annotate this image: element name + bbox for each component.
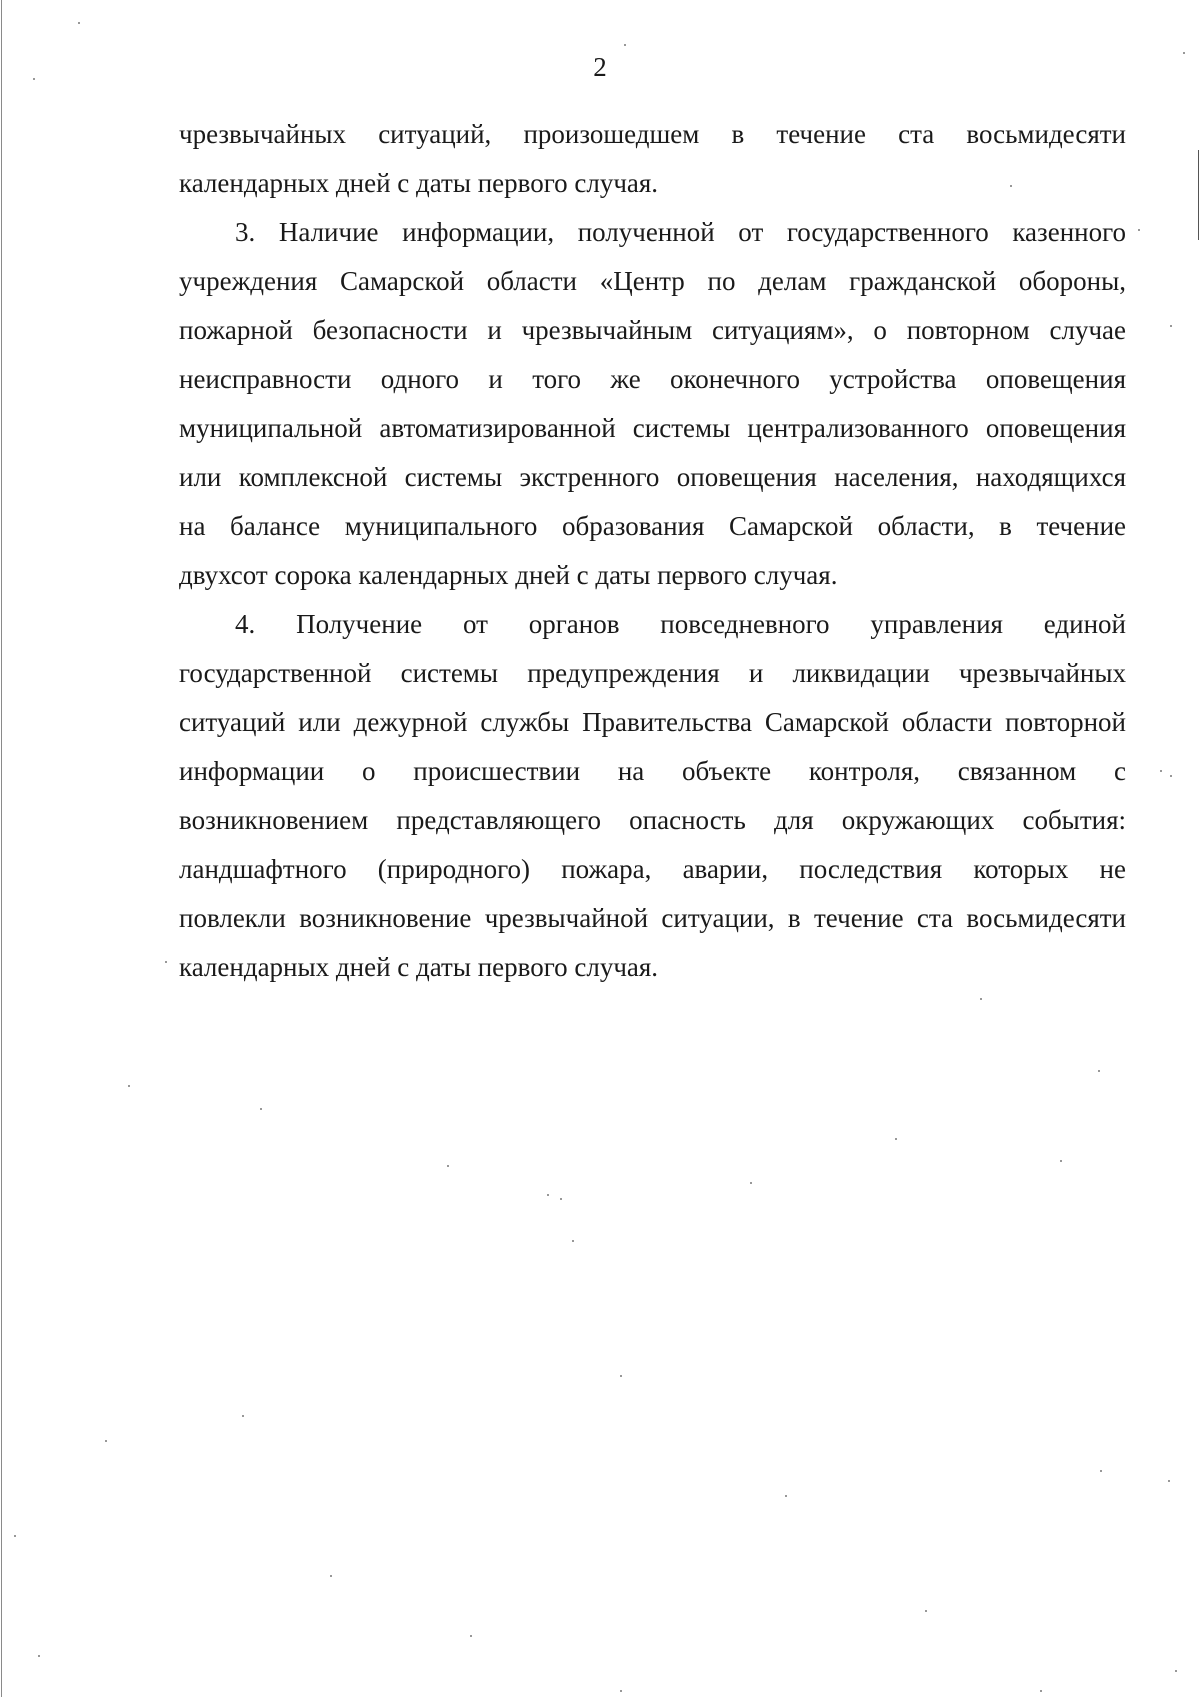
text-line: информации о происшествии на объекте контроля, связанном с xyxy=(179,756,1126,786)
text-line: пожарной безопасности и чрезвычайным ситуациям», о повторном случае xyxy=(179,315,1126,345)
scan-speck xyxy=(980,998,982,1000)
scan-speck xyxy=(1010,185,1012,187)
scan-speck xyxy=(165,961,167,963)
scan-speck xyxy=(1100,1470,1102,1472)
scan-speck xyxy=(1098,1070,1100,1072)
text-line: чрезвычайных ситуаций, произошедшем в течение ста восьмидесяти xyxy=(179,119,1126,149)
text-line: возникновением представляющего опасность для окружающих события: xyxy=(179,805,1126,835)
scan-speck xyxy=(470,1635,472,1637)
scan-speck xyxy=(14,1535,16,1537)
text-line: неисправности одного и того же оконечного устройства оповещения xyxy=(179,364,1126,394)
scan-speck xyxy=(105,1440,107,1442)
scan-speck xyxy=(242,1415,244,1417)
scan-speck xyxy=(1183,52,1185,54)
scan-speck xyxy=(330,1575,332,1577)
text-line: календарных дней с даты первого случая. xyxy=(179,168,659,198)
scan-speck xyxy=(620,1375,622,1377)
scan-speck xyxy=(1060,1160,1062,1162)
scan-speck xyxy=(1168,1480,1170,1482)
scan-speck xyxy=(1160,770,1162,772)
scan-speck xyxy=(560,1198,562,1200)
scan-speck xyxy=(128,1085,130,1087)
text-line: или комплексной системы экстренного оповещения населения, находящихся xyxy=(179,462,1126,492)
text-line: повлекли возникновение чрезвычайной ситуации, в течение ста восьмидесяти xyxy=(179,903,1126,933)
text-line: учреждения Самарской области «Центр по делам гражданской обороны, xyxy=(179,266,1126,296)
scan-edge-left xyxy=(1,0,2,1697)
scan-speck xyxy=(1170,325,1172,327)
scan-speck xyxy=(38,1655,40,1657)
scan-speck xyxy=(33,78,35,80)
scan-speck xyxy=(1138,229,1140,231)
scan-speck xyxy=(260,1108,262,1110)
text-line: ландшафтного (природного) пожара, аварии, последствия которых не xyxy=(179,854,1126,884)
scan-speck xyxy=(1040,1690,1042,1692)
text-line: двухсот сорока календарных дней с даты первого случая. xyxy=(179,560,838,590)
scan-speck xyxy=(750,1182,752,1184)
scan-speck xyxy=(447,1165,449,1167)
scan-speck xyxy=(620,1690,622,1692)
scan-speck xyxy=(572,1240,574,1242)
document-body xyxy=(179,110,1126,992)
scan-speck xyxy=(895,1138,897,1140)
scan-edge-right xyxy=(1198,150,1199,240)
text-line: на балансе муниципального образования Самарской области, в течение xyxy=(179,511,1126,541)
scan-speck xyxy=(1175,1670,1177,1672)
scan-speck xyxy=(1170,775,1172,777)
scan-speck xyxy=(547,1194,549,1196)
text-line: календарных дней с даты первого случая. xyxy=(179,952,659,982)
scan-speck xyxy=(78,22,80,24)
scan-speck xyxy=(925,1610,927,1612)
text-line: муниципальной автоматизированной системы централизованного оповещения xyxy=(179,413,1126,443)
scan-speck xyxy=(624,44,626,46)
page-number: 2 xyxy=(593,52,607,82)
text-line: 4. Получение от органов повседневного управления единой xyxy=(235,609,1126,639)
text-line: 3. Наличие информации, полученной от государственного казенного xyxy=(235,217,1126,247)
text-line: ситуаций или дежурной службы Правительства Самарской области повторной xyxy=(179,707,1126,737)
text-line: государственной системы предупреждения и ликвидации чрезвычайных xyxy=(179,658,1126,688)
scan-speck xyxy=(785,1495,787,1497)
